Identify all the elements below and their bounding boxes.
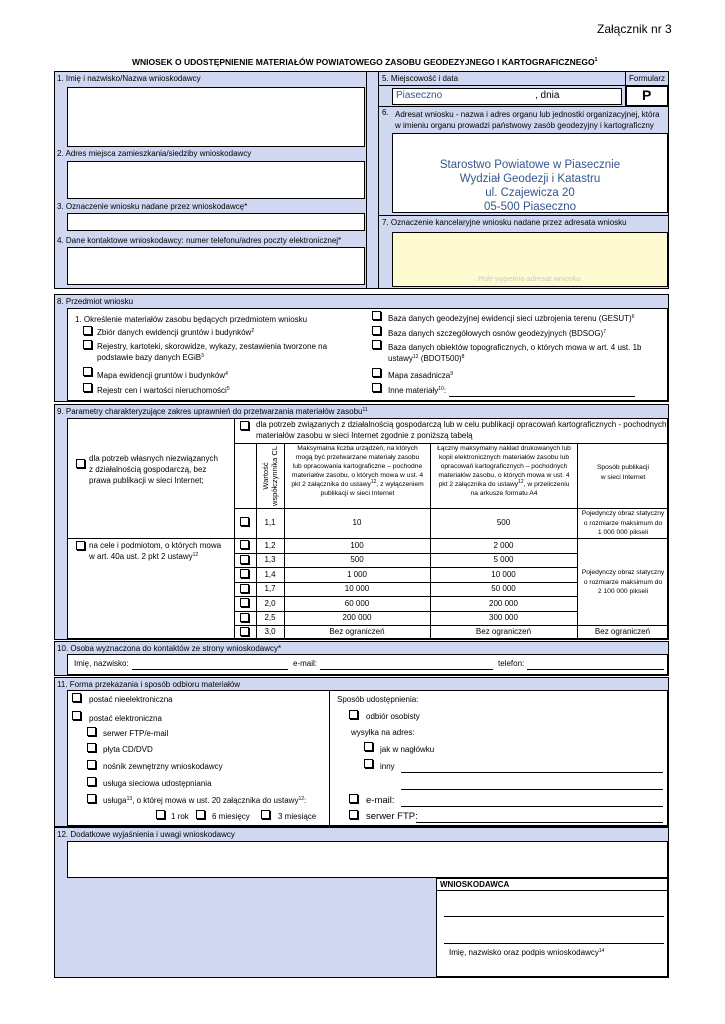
publication-limit-a: Pojedynczy obraz statyczny o rozmiarze maksimum do 1 000 000 pikseli <box>581 510 665 536</box>
contact-email-input[interactable] <box>320 669 493 670</box>
price-register-label: Rejestr cen i wartości nieruchomości$^5$ <box>97 386 230 395</box>
prints-value: 500 <box>496 518 511 527</box>
egib-map-checkbox[interactable] <box>83 367 92 376</box>
field-5-label: 5. Miejscowość i data <box>382 74 459 83</box>
cl-1-1-checkbox[interactable] <box>240 517 249 526</box>
contact-phone-label: telefon: <box>498 659 525 668</box>
cl-1-4-checkbox[interactable] <box>240 569 249 578</box>
cd-dvd-checkbox[interactable] <box>87 743 96 752</box>
personal-pickup-label: odbiór osobisty <box>366 712 420 721</box>
contact-phone-input[interactable] <box>527 669 664 670</box>
web-service-label: usługa sieciowa udostępniania <box>103 779 212 788</box>
section-8-label: 8. Przedmiot wniosku <box>57 297 134 306</box>
section-10-label: 10. Osoba wyznaczona do kontaktów ze strony wnioskodawcy* <box>57 644 282 653</box>
addressee-line-4: 05-500 Piaseczno <box>483 201 577 213</box>
egib-registers-checkbox[interactable] <box>83 340 92 349</box>
bdot500-label: Baza danych obiektów topograficznych, o których mowa w art. 4 ust. 1b <box>388 343 642 352</box>
cl-value: 1,2 <box>264 540 276 550</box>
publication-limit-b: Pojedynczy obraz statyczny o rozmiarze maksimum do 2 100 000 pikseli <box>581 569 665 595</box>
materials-heading: 1. Określenie materiałów zasobu będących przedmiotem wniosku <box>75 315 308 324</box>
contact-email-label: e-mail: <box>293 659 318 668</box>
devices-value: 1 000 <box>346 569 368 579</box>
service-period-label: usługa$^{13}$, o której mowa w ust. 20 załącznika do ustawy$^{12}$: <box>103 796 307 805</box>
field-3-label: 3. Oznaczenie wniosku nadane przez wnioskodawcę* <box>57 202 248 211</box>
entity-use-checkbox[interactable] <box>76 541 85 550</box>
section-11-label: 11. Forma przekazania i sposób odbioru materiałów <box>57 680 241 689</box>
period-6-months-checkbox[interactable] <box>196 810 205 819</box>
entity-use-label-2: w art. 40a ust. 2 pkt 2 ustawy$^{12}$ <box>89 552 199 561</box>
form-type-code: P <box>642 87 652 103</box>
delivery-ftp-label: serwer FTP: <box>366 811 418 822</box>
ftp-email-checkbox[interactable] <box>87 727 96 736</box>
ship-to-address-label: wysyłka na adres: <box>351 728 415 737</box>
contact-name-input[interactable] <box>132 669 288 670</box>
base-map-label: Mapa zasadnicza$^9$ <box>388 371 454 380</box>
other-address-input-2[interactable] <box>401 789 663 790</box>
contact-person-row <box>67 654 668 675</box>
business-use-label-2: materiałów zasobu w sieci Internet zgodnie z poniższą tabelą <box>256 431 473 440</box>
own-use-checkbox[interactable] <box>76 459 85 468</box>
delivery-method-label: Sposób udostępnienia: <box>337 695 419 704</box>
devices-value: 10 000 <box>344 584 370 593</box>
addressee-line-3: ul. Czajewicza 20 <box>485 187 575 199</box>
egib-dataset-checkbox[interactable] <box>83 326 92 335</box>
other-materials-label: Inne materiały$^{10}$: <box>388 386 447 395</box>
field-4-label: 4. Dane kontaktowe wnioskodawcy: numer telefonu/adres poczty elektronicznej* <box>57 236 342 245</box>
signature-line-1[interactable] <box>444 916 664 917</box>
contact-details-input[interactable] <box>67 247 365 285</box>
prints-value: Bez ograniczeń <box>475 627 532 636</box>
cd-dvd-label: płyta CD/DVD <box>103 745 153 754</box>
egib-registers-label: Rejestry, kartoteki, skorowidze, wykazy, zestawienia tworzone na <box>97 342 328 351</box>
other-address-input[interactable] <box>401 772 663 773</box>
field-6-label-2: w imieniu organu prowadzi państwowy zasób geodezyjny i kartograficzny <box>395 121 654 130</box>
field-6-label-1: Adresat wniosku - nazwa i adres organu lub jednostki organizacyjnej, która <box>395 110 660 119</box>
price-register-checkbox[interactable] <box>83 383 92 392</box>
cl-value: 2,0 <box>264 598 276 608</box>
delivery-email-checkbox[interactable] <box>349 794 358 803</box>
signature-box <box>436 878 668 977</box>
contact-name-label: Imię, nazwisko: <box>74 659 129 668</box>
electronic-form-checkbox[interactable] <box>72 711 81 720</box>
egib-map-label: Mapa ewidencji gruntów i budynków$^4$ <box>97 371 228 380</box>
publication-limit-c: Bez ograniczeń <box>594 627 651 636</box>
cl-value: 3,0 <box>264 627 276 636</box>
business-use-checkbox[interactable] <box>240 421 249 430</box>
section-9-label: 9. Parametry charakteryzujące zakres uprawnień do przetwarzania materiałów zasobu$^{11}$ <box>57 407 368 416</box>
attachment-label: Załącznik nr 3 <box>597 22 672 36</box>
signature-line-2[interactable] <box>444 943 664 944</box>
field-6-number: 6. <box>382 108 389 117</box>
own-use-label-3: prawa publikacji w sieci Internet; <box>89 476 204 485</box>
egib-dataset-label: Zbiór danych ewidencji gruntów i budynków$^2$ <box>97 328 255 337</box>
business-use-label-1: dla potrzeb związanych z działalnością gospodarczą lub w celu publikacji opracowań kartograficznych - pochodnych <box>256 420 667 429</box>
delivery-ftp-input[interactable] <box>416 822 663 823</box>
own-use-label-1: dla potrzeb własnych niezwiązanych <box>89 454 218 463</box>
devices-value: Bez ograniczeń <box>329 627 385 636</box>
signature-title: WNIOSKODAWCA <box>440 880 510 889</box>
prints-value: 5 000 <box>493 555 514 564</box>
external-media-checkbox[interactable] <box>87 760 96 769</box>
bdot500-checkbox[interactable] <box>372 340 381 349</box>
cl-1-2-checkbox[interactable] <box>240 540 249 549</box>
period-6-months-label: 6 miesięcy <box>212 812 250 821</box>
other-materials-checkbox[interactable] <box>372 383 381 392</box>
other-address-label: inny <box>380 762 395 771</box>
office-reference-placeholder: Pole wypełnia adresat wniosku <box>478 274 581 283</box>
prints-value: 300 000 <box>489 613 518 622</box>
applicant-name-input[interactable] <box>67 87 365 147</box>
paper-form-checkbox[interactable] <box>72 693 81 702</box>
cl-value: 1,4 <box>264 569 276 579</box>
egib-registers-label-2: podstawie bazy danych EGiB$^3$ <box>97 353 204 362</box>
cl-2-5-checkbox[interactable] <box>240 613 249 622</box>
cl-1-3-checkbox[interactable] <box>240 555 249 564</box>
paper-form-label: postać nieelektroniczna <box>89 695 173 704</box>
bdsog-checkbox[interactable] <box>372 326 381 335</box>
ftp-email-label: serwer FTP/e-mail <box>103 729 169 738</box>
period-1-year-label: 1 rok <box>171 812 189 821</box>
prints-value: 50 000 <box>491 584 516 593</box>
bdsog-label: Baza danych szczegółowych osnów geodezyjnych (BDSOG)$^7$ <box>388 329 606 338</box>
delivery-email-label: e-mail: <box>366 795 395 806</box>
prints-column-header: Łączny maksymalny nakład drukowanych lub kopii elektronicznych materiałów zasobu lub opracowań kartograficznych – pochodnych materiałów zasobu, o których mowa w ust. 4 pkt 2 załącznika do ustawy$^{12}$, w przeliczeniu na arkusze formatu A4 <box>437 445 571 497</box>
electronic-form-label: postać elektroniczna <box>89 714 162 723</box>
cl-value: 1,1 <box>264 518 276 527</box>
prints-value: 2 000 <box>493 540 514 550</box>
entity-use-label-1: na cele i podmiotom, o których mowa <box>89 541 222 550</box>
field-7-label: 7. Oznaczenie kancelaryjne wniosku nadane przez adresata wniosku <box>382 218 627 227</box>
applicant-reference-input[interactable] <box>67 213 365 231</box>
form-title: WNIOSEK O UDOSTĘPNIENIE MATERIAŁÓW POWIATOWEGO ZASOBU GEODEZYJNEGO I KARTOGRAFICZNEGO$^1$ <box>132 57 598 67</box>
header-address-label: jak w nagłówku <box>380 745 435 754</box>
other-materials-input[interactable] <box>449 396 635 397</box>
bdot500-label-2: ustawy$^{12}$ (BDOT500)$^8$ <box>388 354 465 363</box>
applicant-address-input[interactable] <box>67 161 365 199</box>
section-12-label: 12. Dodatkowe wyjaśnienia i uwagi wnioskodawcy <box>57 830 235 839</box>
cl-value: 2,5 <box>264 613 276 622</box>
cl-1-7-checkbox[interactable] <box>240 584 249 593</box>
gesut-label: Baza danych geodezyjnej ewidencji sieci uzbrojenia terenu (GESUT)$^6$ <box>388 314 635 323</box>
delivery-email-input[interactable] <box>401 806 663 807</box>
cl-column-header: Wartość współczynnika CL <box>261 445 279 506</box>
devices-value: 500 <box>350 555 364 564</box>
cl-value: 1,3 <box>264 555 276 564</box>
web-service-checkbox[interactable] <box>87 777 96 786</box>
devices-value: 100 <box>350 540 364 550</box>
signature-caption: Imię, nazwisko oraz podpis wnioskodawcy$^{14}$ <box>449 948 605 957</box>
gesut-checkbox[interactable] <box>372 311 381 320</box>
remarks-input[interactable] <box>67 841 668 878</box>
period-3-months-checkbox[interactable] <box>261 810 270 819</box>
devices-value: 60 000 <box>344 598 370 608</box>
field-1-label: 1. Imię i nazwisko/Nazwa wnioskodawcy <box>57 74 201 83</box>
form-type-label: Formularz <box>629 74 666 83</box>
field-2-label: 2. Adres miejsca zamieszkania/siedziby wnioskodawcy <box>57 149 252 158</box>
base-map-checkbox[interactable] <box>372 368 381 377</box>
addressee-line-1: Starostwo Powiatowe w Piasecznie <box>439 159 621 171</box>
date-label: , dnia <box>535 90 560 101</box>
cl-3-0-checkbox[interactable] <box>240 627 249 636</box>
other-address-checkbox[interactable] <box>364 759 373 768</box>
devices-column-header: Maksymalna liczba urządzeń, na których mogą być przetwarzane materiały zasobu lub opracowania kartograficzne – pochodne materiałów zasobu, o których mowa w ust. 4 pkt 2 załącznika do ustawy$^{12}$, z wyłączeniem publikacji w sieci Internet <box>291 445 424 497</box>
devices-value: 10 <box>352 518 362 527</box>
place-value: Piaseczno <box>396 90 443 101</box>
period-3-months-label: 3 miesiące <box>278 812 317 821</box>
prints-value: 200 000 <box>489 598 518 608</box>
period-1-year-checkbox[interactable] <box>156 810 165 819</box>
personal-pickup-checkbox[interactable] <box>349 710 358 719</box>
service-period-checkbox[interactable] <box>87 794 96 803</box>
cl-2-0-checkbox[interactable] <box>240 598 249 607</box>
devices-value: 200 000 <box>342 613 372 622</box>
header-address-checkbox[interactable] <box>364 742 373 751</box>
cl-value: 1,7 <box>264 584 276 593</box>
delivery-ftp-checkbox[interactable] <box>349 810 358 819</box>
external-media-label: nośnik zewnętrzny wnioskodawcy <box>103 762 223 771</box>
publication-column-header: Sposób publikacji w sieci Internet <box>596 464 650 481</box>
prints-value: 10 000 <box>491 569 516 579</box>
addressee-line-2: Wydział Geodezji i Katastru <box>459 173 601 185</box>
own-use-label-2: z działalnością gospodarczą, bez <box>89 465 207 474</box>
